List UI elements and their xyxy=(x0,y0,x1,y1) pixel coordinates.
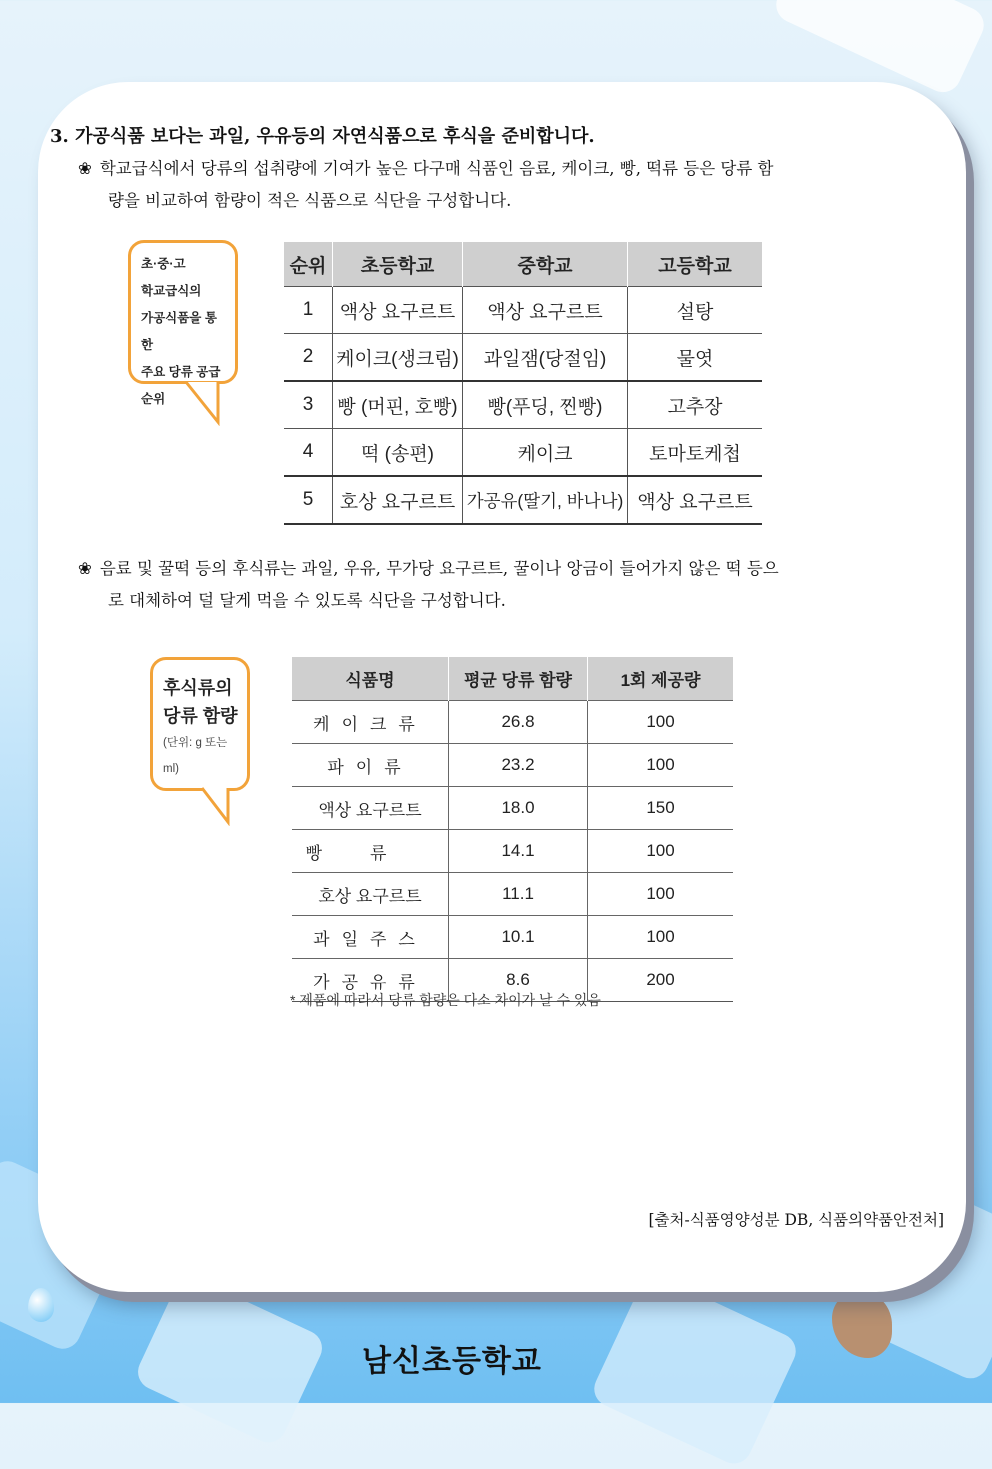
header-avg-sugar: 평균 당류 함량 xyxy=(449,657,588,701)
school-name: 남신초등학교 xyxy=(362,1344,542,1379)
food-name-cell: 가공유류 xyxy=(292,959,449,1002)
serving-cell: 100 xyxy=(588,744,734,787)
mascot-figure xyxy=(832,1292,892,1358)
source-citation: [출처-식품영양성분 DB, 식품의약품안전처] xyxy=(648,1211,944,1229)
table-row xyxy=(284,334,762,382)
table-row xyxy=(284,429,762,477)
sugar-cell: 23.2 xyxy=(449,744,588,787)
caption-line: 가공식품을 통한 xyxy=(141,311,217,352)
caption-unit: (단위: g 또는ml) xyxy=(163,737,228,775)
sugar-cell: 26.8 xyxy=(449,701,588,744)
table-cell: 액상 요구르트 xyxy=(628,476,763,524)
food-name-cell: 케이크류 xyxy=(292,701,449,744)
sugar-source-ranking-table xyxy=(284,242,762,525)
table-cell: 케이크(생크림) xyxy=(333,334,463,382)
bubble-tail xyxy=(200,786,240,826)
table-cell: 과일잼(당절임) xyxy=(463,334,628,382)
section-heading: 3. 가공식품 보다는 과일, 우유등의 자연식품으로 후식을 준비합니다. xyxy=(50,126,595,147)
paragraph-1-line-2: 량을 비교하여 함량이 적은 식품으로 식단을 구성합니다. xyxy=(108,191,512,210)
flower-bullet-icon: ❀ xyxy=(78,559,92,578)
serving-cell: 200 xyxy=(588,959,734,1002)
table-header-row xyxy=(284,242,762,287)
food-name-cell: 호상 요구르트 xyxy=(292,873,449,916)
rank-cell: 1 xyxy=(284,287,333,334)
food-name-cell: 액상 요구르트 xyxy=(292,787,449,830)
table-cell: 설탕 xyxy=(628,287,763,334)
serving-cell: 100 xyxy=(588,916,734,959)
header-food-name: 식품명 xyxy=(292,657,449,701)
table-cell: 액상 요구르트 xyxy=(463,287,628,334)
ice-decoration xyxy=(132,1272,328,1448)
table-header-row xyxy=(292,657,733,701)
rank-cell: 4 xyxy=(284,429,333,477)
food-name-cell: 빵류 xyxy=(292,830,449,873)
table-cell: 빵 (머핀, 호빵) xyxy=(333,381,463,429)
food-name-cell: 과일주스 xyxy=(292,916,449,959)
table-row xyxy=(292,873,733,916)
caption-line: 학교급식의 xyxy=(141,284,202,298)
table-row xyxy=(284,476,762,524)
paragraph-1 xyxy=(78,153,944,217)
table-row xyxy=(292,701,733,744)
header-rank: 순위 xyxy=(284,242,333,287)
sugar-cell: 11.1 xyxy=(449,873,588,916)
caption-line: 주요 당류 공급 순위 xyxy=(141,365,221,406)
sugar-cell: 10.1 xyxy=(449,916,588,959)
table-row xyxy=(284,287,762,334)
rank-cell: 3 xyxy=(284,381,333,429)
paragraph-2-line-2: 로 대체하여 덜 달게 먹을 수 있도록 식단을 구성합니다. xyxy=(108,591,506,610)
sugar-cell: 18.0 xyxy=(449,787,588,830)
caption-title-line: 후식류의 xyxy=(163,678,233,698)
table-cell: 케이크 xyxy=(463,429,628,477)
header-high: 고등학교 xyxy=(628,242,763,287)
table-footnote: * 제품에 따라서 당류 함량은 다소 차이가 날 수 있음 xyxy=(290,992,601,1008)
flower-bullet-icon: ❀ xyxy=(78,159,92,178)
sugar-cell: 14.1 xyxy=(449,830,588,873)
paragraph-1-line-1: 학교급식에서 당류의 섭취량에 기여가 높은 다구매 식품인 음료, 케이크, 빵, 떡류 등은 당류 함 xyxy=(99,159,774,178)
food-name-cell: 파이류 xyxy=(292,744,449,787)
table-cell: 호상 요구르트 xyxy=(333,476,463,524)
table-row xyxy=(292,830,733,873)
rank-cell: 2 xyxy=(284,334,333,382)
table-cell: 액상 요구르트 xyxy=(333,287,463,334)
table1-caption-bubble xyxy=(128,240,238,406)
table-row xyxy=(292,916,733,959)
serving-cell: 150 xyxy=(588,787,734,830)
table-row xyxy=(292,744,733,787)
table-cell: 물엿 xyxy=(628,334,763,382)
table-cell: 고추장 xyxy=(628,381,763,429)
header-serving: 1회 제공량 xyxy=(588,657,734,701)
serving-cell: 100 xyxy=(588,873,734,916)
serving-cell: 100 xyxy=(588,701,734,744)
paragraph-2-line-1: 음료 및 꿀떡 등의 후식류는 과일, 우유, 무가당 요구르트, 꿀이나 앙금이 들어가지 않은 떡 등으 xyxy=(99,559,779,578)
table-row xyxy=(284,381,762,429)
rank-cell: 5 xyxy=(284,476,333,524)
table-row xyxy=(292,787,733,830)
dessert-sugar-content-table xyxy=(292,657,733,1002)
serving-cell: 100 xyxy=(588,830,734,873)
table-cell: 가공유(딸기, 바나나) xyxy=(463,476,628,524)
table2-caption-bubble xyxy=(150,657,250,791)
caption-title-line: 당류 함량 xyxy=(163,706,238,726)
table-cell: 떡 (송편) xyxy=(333,429,463,477)
header-middle: 중학교 xyxy=(463,242,628,287)
caption-line: 초·중·고 xyxy=(141,257,186,271)
sugar-cell: 8.6 xyxy=(449,959,588,1002)
ice-decoration xyxy=(588,1271,801,1469)
table-cell: 토마토케첩 xyxy=(628,429,763,477)
water-drop-icon xyxy=(28,1288,54,1322)
paragraph-2 xyxy=(78,553,944,617)
bubble-tail xyxy=(184,380,224,426)
header-elementary: 초등학교 xyxy=(333,242,463,287)
table-cell: 빵(푸딩, 찐빵) xyxy=(463,381,628,429)
